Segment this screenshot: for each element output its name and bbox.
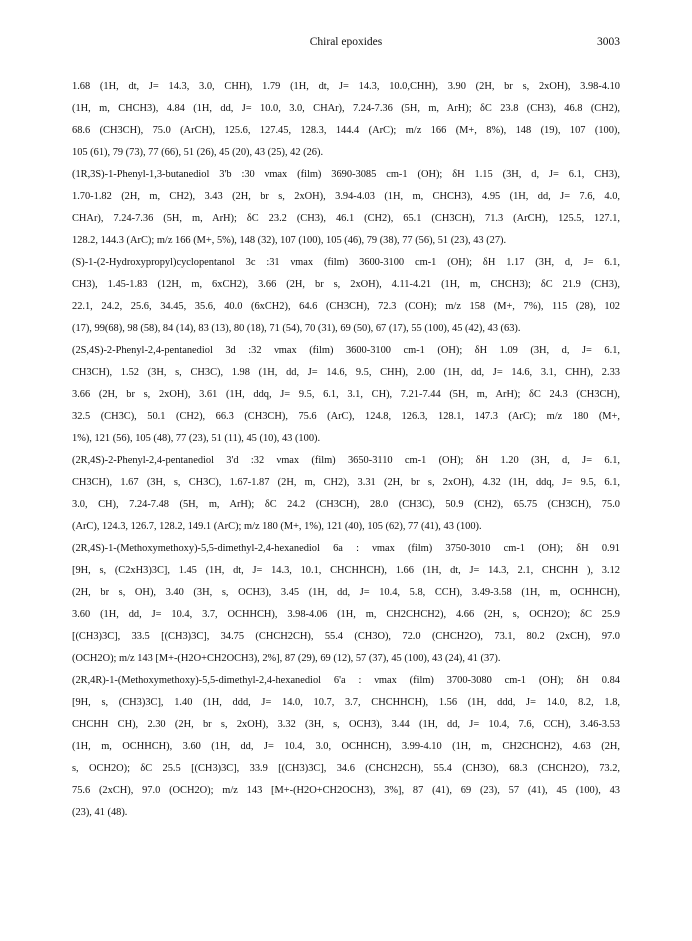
text-line: (OCH2O); m/z 143 [M+-(H2O+CH2OCH3), 2%], 87 (29), 69 (12), 57 (37), 45 (100), 43 (24), 41 (37). (72, 653, 501, 664)
text-line: 1%), 121 (56), 105 (48), 77 (23), 51 (11), 45 (10), 43 (100). (72, 433, 321, 444)
text-line: CH3), 1.45-1.83 (12H, m, 6xCH2), 3.66 (2H, br s, 2xOH), 4.11-4.21 (1H, m, CHCH3); δC 21.9 (CH3), (72, 279, 620, 290)
text-line: CH3CH), 1.52 (3H, s, CH3C), 1.98 (1H, dd, J= 14.6, 9.5, CHH), 2.00 (1H, dd, J= 14.6, 3.1, CHH), 2.33 (72, 367, 620, 378)
text-line: [9H, s, (C2xH3)3C], 1.45 (1H, dt, J= 14.3, 10.1, CHCHHCH), 1.66 (1H, dt, J= 14.3, 2.1, CHCHH ), 3.12 (72, 565, 620, 576)
text-line: 3.60 (1H, dd, J= 10.4, 3.7, OCHHCH), 3.98-4.06 (1H, m, CH2CHCH2), 4.66 (2H, s, OCH2O); δC 25.9 (72, 609, 620, 620)
text-line: 1.70-1.82 (2H, m, CH2), 3.43 (2H, br s, 2xOH), 3.94-4.03 (1H, m, CHCH3), 4.95 (1H, dd, J= 7.6, 4.0, (72, 191, 620, 202)
text-line: 3.0, CH), 7.24-7.48 (5H, m, ArH); δC 24.2 (CH3CH), 28.0 (CH3C), 50.9 (CH2), 65.75 (CH3CH), 75.0 (72, 499, 620, 510)
compound-heading-line: (2R,4S)-2-Phenyl-2,4-pentanediol 3'd :32 νmax (film) 3650-3110 cm-1 (OH); δH 1.20 (3H, d, J= 6.1, (72, 455, 620, 466)
text-line: (1H, m, CHCH3), 4.84 (1H, dd, J= 10.0, 3.0, CHAr), 7.24-7.36 (5H, m, ArH); δC 23.8 (CH3), 46.8 (CH2), (72, 103, 620, 114)
text-line: CHCHH CH), 2.30 (2H, br s, 2xOH), 3.32 (3H, s, OCH3), 3.44 (1H, dd, J= 10.4, 7.6, CCH), 3.46-3.53 (72, 719, 620, 730)
running-title: Chiral epoxides (309, 36, 383, 48)
compound-heading-line: (2R,4S)-1-(Methoxymethoxy)-5,5-dimethyl-2,4-hexanediol 6a : νmax (film) 3750-3010 cm-1 (OH); δH 0.91 (72, 543, 620, 554)
page-number: 3003 (597, 36, 620, 48)
text-line: [(CH3)3C], 33.5 [(CH3)3C], 34.75 (CHCH2CH), 55.4 (CH3O), 72.0 (CHCH2O), 73.1, 80.2 (2xCH), 97.0 (72, 631, 620, 642)
compound-heading-line: (S)-1-(2-Hydroxypropyl)cyclopentanol 3c :31 νmax (film) 3600-3100 cm-1 (OH); δH 1.17 (3H, d, J= 6.1, (72, 257, 620, 268)
body-text (72, 76, 620, 824)
compound-heading-line: (1R,3S)-1-Phenyl-1,3-butanediol 3'b :30 νmax (film) 3690-3085 cm-1 (OH); δH 1.15 (3H, d, J= 6.1, CH3), (72, 169, 620, 180)
compound-heading-line: (2R,4R)-1-(Methoxymethoxy)-5,5-dimethyl-2,4-hexanediol 6'a : νmax (film) 3700-3080 cm-1 (OH); δH 0.84 (72, 675, 620, 686)
text-line: 105 (61), 79 (73), 77 (66), 51 (26), 45 (20), 43 (25), 42 (26). (72, 147, 324, 158)
text-line: 128.2, 144.3 (ArC); m/z 166 (M+, 5%), 148 (32), 107 (100), 105 (46), 79 (38), 77 (56), 51 (23), 43 (27). (72, 235, 507, 246)
text-line: [9H, s, (CH3)3C], 1.40 (1H, ddd, J= 14.0, 10.7, 3.7, CHCHHCH), 1.56 (1H, ddd, J= 14.0, 8.2, 1.8, (72, 697, 620, 708)
text-line: CHAr), 7.24-7.36 (5H, m, ArH); δC 23.2 (CH3), 46.1 (CH2), 65.1 (CH3CH), 71.3 (ArCH), 125.5, 127.1, (72, 213, 620, 224)
text-line: (17), 99(68), 98 (58), 84 (14), 83 (13), 80 (18), 71 (54), 70 (31), 69 (50), 67 (17), 55 (100), 45 (42), 43 (63). (72, 323, 521, 334)
text-line: 22.1, 24.2, 25.6, 34.45, 35.6, 40.0 (6xCH2), 64.6 (CH3CH), 72.3 (COH); m/z 158 (M+, 7%), 115 (28), 102 (72, 301, 620, 312)
text-line: CH3CH), 1.67 (3H, s, CH3C), 1.67-1.87 (2H, m, CH2), 3.31 (2H, br s, 2xOH), 4.32 (1H, ddq, J= 9.5, 6.1, (72, 477, 620, 488)
text-line: s, OCH2O); δC 25.5 [(CH3)3C], 33.9 [(CH3)3C], 34.6 (CHCH2CH), 55.4 (CH3O), 68.3 (CHCH2O), 73.2, (72, 763, 620, 774)
text-line: 1.68 (1H, dt, J= 14.3, 3.0, CHH), 1.79 (1H, dt, J= 14.3, 10.0,CHH), 3.90 (2H, br s, 2xOH), 3.98-4.10 (72, 81, 620, 92)
text-line: 3.66 (2H, br s, 2xOH), 3.61 (1H, ddq, J= 9.5, 6.1, 3.1, CH), 7.21-7.44 (5H, m, ArH); δC 24.3 (CH3CH), (72, 389, 620, 400)
text-line: (23), 41 (48). (72, 807, 128, 818)
text-line: (2H, br s, OH), 3.40 (3H, s, OCH3), 3.45 (1H, dd, J= 10.4, 5.8, CCH), 3.49-3.58 (1H, m, OCHHCH), (72, 587, 620, 598)
text-line: (ArC), 124.3, 126.7, 128.2, 149.1 (ArC); m/z 180 (M+, 1%), 121 (40), 105 (62), 77 (41), 43 (100). (72, 521, 482, 532)
compound-heading-line: (2S,4S)-2-Phenyl-2,4-pentanediol 3d :32 νmax (film) 3600-3100 cm-1 (OH); δH 1.09 (3H, d, J= 6.1, (72, 345, 620, 356)
text-line: 68.6 (CH3CH), 75.0 (ArCH), 125.6, 127.45, 128.3, 144.4 (ArC); m/z 166 (M+, 8%), 148 (19), 107 (100), (72, 125, 620, 136)
text-line: (1H, m, OCHHCH), 3.60 (1H, dd, J= 10.4, 3.0, OCHHCH), 3.99-4.10 (1H, m, CH2CHCH2), 4.63 (2H, (72, 741, 620, 752)
text-line: 75.6 (2xCH), 97.0 (OCH2O); m/z 143 [M+-(H2O+CH2OCH3), 3%], 87 (41), 69 (23), 57 (41), 45 (100), 43 (72, 785, 620, 796)
text-line: 32.5 (CH3C), 50.1 (CH2), 66.3 (CH3CH), 75.6 (ArC), 124.8, 126.3, 128.1, 147.3 (ArC); m/z 180 (M+, (72, 411, 620, 422)
page-header (0, 36, 692, 56)
